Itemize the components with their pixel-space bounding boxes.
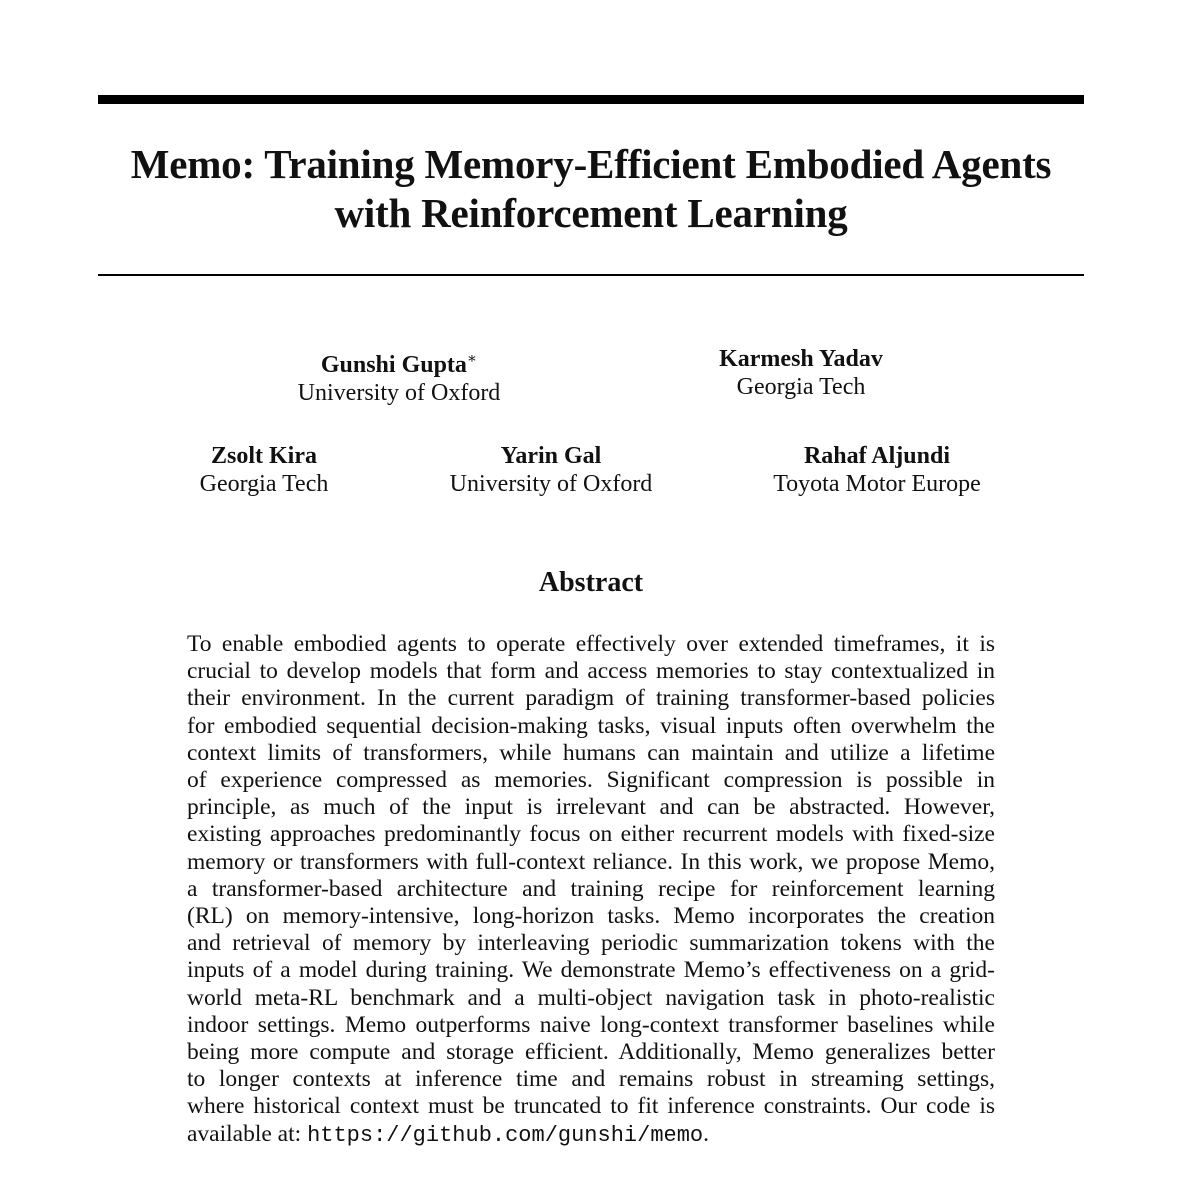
abstract-final-prefix: available at: xyxy=(187,1120,308,1147)
author-name: Yarin Gal xyxy=(500,443,602,469)
author-name: Gunshi Gupta∗ xyxy=(320,351,478,378)
abstract-line: inputs of a model during training. We demonstrate Memo’s effectiveness on a grid- xyxy=(187,957,995,984)
paper-title-line-2: with Reinforcement Learning xyxy=(334,190,848,236)
abstract-line: world meta-RL benchmark and a multi-object navigation task in photo-realistic xyxy=(187,984,995,1011)
abstract-heading: Abstract xyxy=(538,567,644,598)
abstract-line: (RL) on memory-intensive, long-horizon tasks. Memo incorporates the creation xyxy=(187,903,995,930)
author-name: Rahaf Aljundi xyxy=(803,443,951,469)
author-affiliation: Toyota Motor Europe xyxy=(773,471,981,497)
abstract-line: to longer contexts at inference time and remains robust in streaming settings, xyxy=(187,1066,995,1093)
author-affiliation: Georgia Tech xyxy=(736,374,866,400)
abstract-line: crucial to develop models that form and access memories to stay contextualized in xyxy=(187,658,995,685)
author-name: Karmesh Yadav xyxy=(719,346,883,372)
abstract-body xyxy=(187,631,995,1149)
abstract-line: indoor settings. Memo outperforms naive long-context transformer baselines while xyxy=(187,1011,995,1038)
author-affiliation: Georgia Tech xyxy=(199,471,329,497)
abstract-line: To enable embodied agents to operate effectively over extended timeframes, it is xyxy=(187,631,995,657)
code-repository-link[interactable]: https://github.com/gunshi/memo xyxy=(307,1122,704,1148)
equal-contribution-mark: ∗ xyxy=(466,351,478,367)
abstract-final-line xyxy=(187,1121,995,1149)
abstract-line: for embodied sequential decision-making tasks, visual inputs often overwhelm the xyxy=(187,712,995,739)
abstract-line: existing approaches predominantly focus on either recurrent models with fixed-size xyxy=(187,821,995,848)
abstract-line: being more compute and storage efficient. Additionally, Memo generalizes better xyxy=(187,1039,995,1066)
author-block-rahaf-aljundi xyxy=(773,442,981,498)
author-block-karmesh-yadav xyxy=(719,345,883,401)
abstract-final-suffix: . xyxy=(703,1120,710,1147)
paper-title-line-1: Memo: Training Memory-Efficient Embodied Agents xyxy=(130,141,1052,187)
author-affiliation: University of Oxford xyxy=(297,380,501,406)
abstract-line: a transformer-based architecture and training recipe for reinforcement learning xyxy=(187,875,995,902)
author-block-gunshi-gupta xyxy=(298,345,501,407)
top-thick-rule xyxy=(98,95,1084,104)
abstract-line: context limits of transformers, while humans can maintain and utilize a lifetime xyxy=(187,739,995,766)
author-name: Zsolt Kira xyxy=(211,443,317,469)
author-affiliation: University of Oxford xyxy=(449,471,653,497)
abstract-line: of experience compressed as memories. Significant compression is possible in xyxy=(187,767,995,794)
title-bottom-rule xyxy=(98,274,1084,276)
abstract-line: and retrieval of memory by interleaving periodic summarization tokens with the xyxy=(187,930,995,957)
abstract-line: principle, as much of the input is irrelevant and can be abstracted. However, xyxy=(187,794,995,821)
abstract-line: their environment. In the current paradigm of training transformer-based policies xyxy=(187,685,995,712)
author-block-zsolt-kira xyxy=(200,442,329,498)
abstract-line: where historical context must be truncated to fit inference constraints. Our code is xyxy=(187,1093,995,1120)
abstract-line: memory or transformers with full-context reliance. In this work, we propose Memo, xyxy=(187,848,995,875)
paper-title xyxy=(60,140,1122,238)
author-block-yarin-gal xyxy=(450,442,653,498)
